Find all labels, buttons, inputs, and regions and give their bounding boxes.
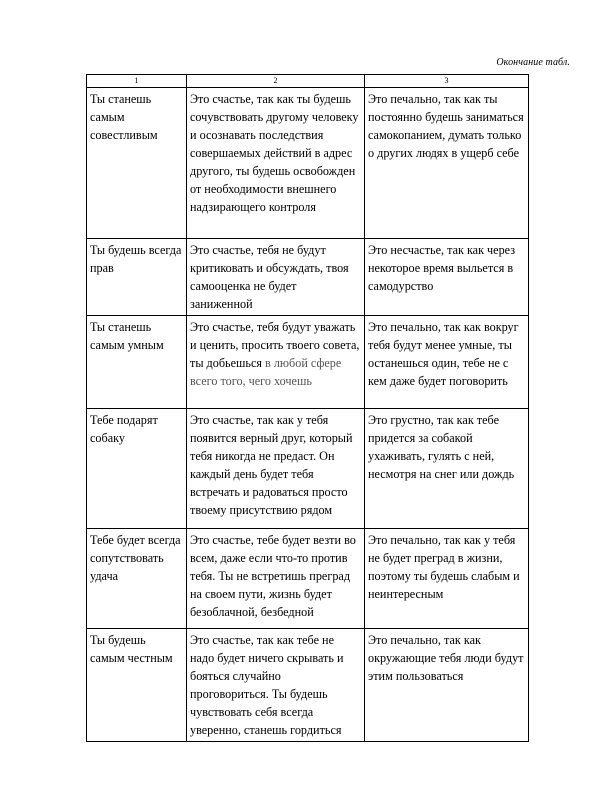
wish-cell: Ты станешь самым умным [87,316,187,409]
table-row [87,316,529,409]
table-caption: Окончание табл. [496,57,570,68]
wish-cell: Ты будешь самым честным [87,629,187,742]
sadness-cell: Это печально, так как ты постоянно будешь заниматься самокопанием, думать только о других людях в ущерб себе [365,88,529,239]
table-row [87,88,529,239]
sadness-cell: Это печально, так как у тебя не будет преград в жизни, поэтому ты будешь слабым и неинтересным [365,529,529,629]
happiness-cell: Это счастье, так как тебе не надо будет ничего скрывать и бояться случайно проговориться. Ты будешь чувствовать себя всегда уверенно, станешь гордиться [187,629,365,742]
wish-cell: Тебе подарят собаку [87,409,187,529]
table-row [87,239,529,316]
wish-cell: Ты будешь всегда прав [87,239,187,316]
column-number-2: 2 [187,75,365,88]
content-table [86,74,529,742]
column-number-3: 3 [365,75,529,88]
wish-cell: Тебе будет всегда сопутствовать удача [87,529,187,629]
table-row [87,529,529,629]
happiness-text-continued: в любой сфере всего того, чего хочешь [190,356,342,388]
table-row [87,409,529,529]
sadness-cell: Это печально, так как вокруг тебя будут менее умные, ты останешься один, тебе не с кем даже будет поговорить [365,316,529,409]
wish-cell: Ты станешь самым совестливым [87,88,187,239]
happiness-text: Это счастье, тебя будут уважать и ценить, просить твоего совета, ты добьешься [190,320,360,370]
happiness-cell: Это счастье, тебя не будут критиковать и обсуждать, твоя самооценка не будет заниженной [187,239,365,316]
sadness-cell: Это несчастье, так как через некоторое время выльется в самодурство [365,239,529,316]
happiness-cell: Это счастье, так как у тебя появится верный друг, который тебя никогда не предаст. Он каждый день будет тебя встречать и радоваться просто твоему присутствию рядом [187,409,365,529]
table-row [87,629,529,742]
happiness-cell: Это счастье, тебе будет везти во всем, даже если что-то против тебя. Ты не встретишь преград на своем пути, жизнь будет безоблачной, безбедной [187,529,365,629]
sadness-cell: Это грустно, так как тебе придется за собакой ухаживать, гулять с ней, несмотря на снег или дождь [365,409,529,529]
column-number-1: 1 [87,75,187,88]
happiness-cell [187,316,365,409]
happiness-cell: Это счастье, так как ты будешь сочувствовать другому человеку и осознавать последствия совершаемых действий в адрес другого, ты будешь освобожден от необходимости внешнего надзирающего контроля [187,88,365,239]
sadness-cell: Это печально, так как окружающие тебя люди будут этим пользоваться [365,629,529,742]
header-row [87,75,529,88]
